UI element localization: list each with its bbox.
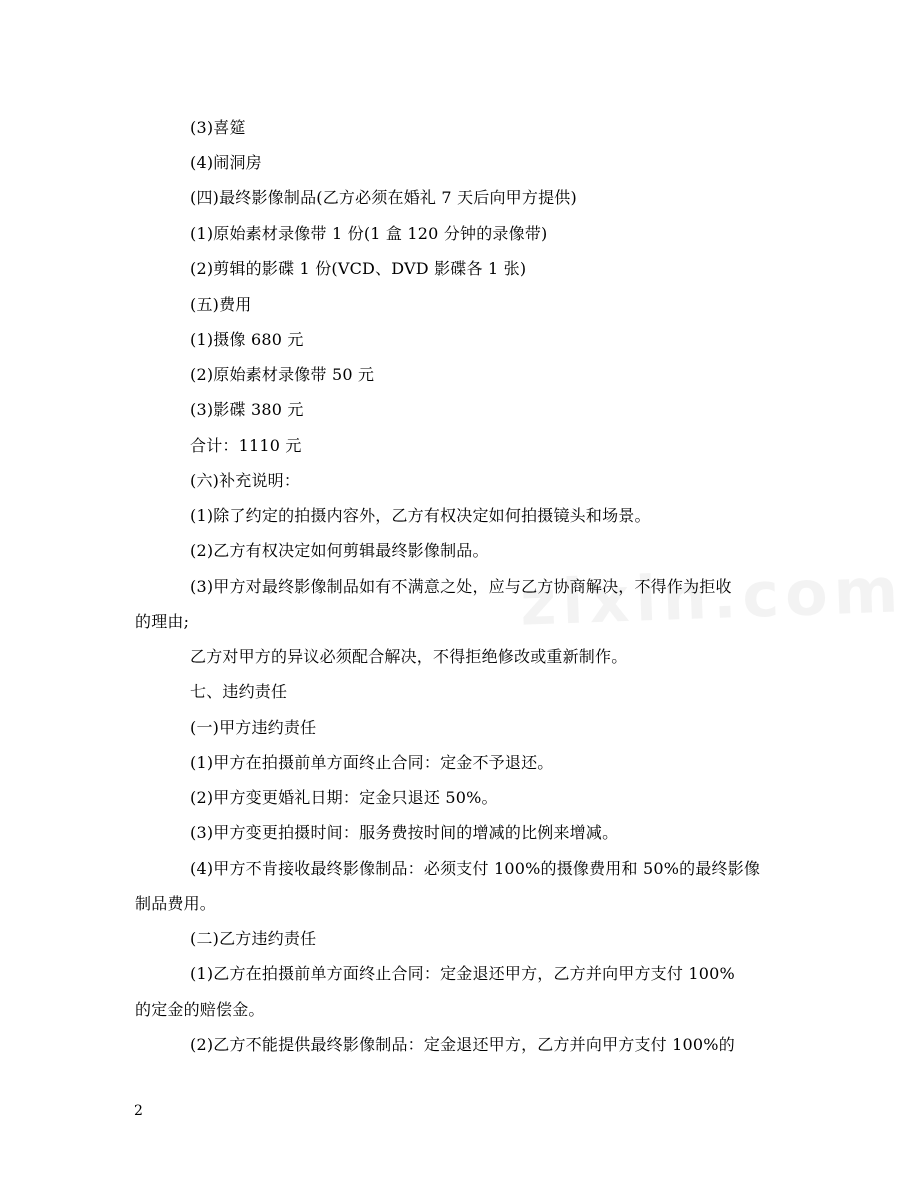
text-line: (1)摄像 680 元 [190,330,304,349]
text-line: 的定金的赔偿金。 [135,1000,265,1019]
text-line: (1)甲方在拍摄前单方面终止合同：定金不予退还。 [190,753,554,772]
text-line: (2)原始素材录像带 50 元 [190,365,375,384]
text-line: 制品费用。 [135,894,217,913]
text-line: (2)剪辑的影碟 1 份(VCD、DVD 影碟各 1 张) [190,259,527,278]
text-line: 的理由; [135,612,190,631]
text-line: 乙方对甲方的异议必须配合解决，不得拒绝修改或重新制作。 [190,647,628,666]
text-line: (4)甲方不肯接收最终影像制品：必须支付 100%的摄像费用和 50%的最终影像 [190,859,761,878]
text-line: (1)乙方在拍摄前单方面终止合同：定金退还甲方，乙方并向甲方支付 100% [190,964,735,983]
text-line: (六)补充说明： [190,471,301,490]
text-line: (1)原始素材录像带 1 份(1 盒 120 分钟的录像带) [190,224,548,243]
text-line: (四)最终影像制品(乙方必须在婚礼 7 天后向甲方提供) [190,188,577,207]
text-line: (3)甲方对最终影像制品如有不满意之处，应与乙方协商解决，不得作为拒收 [190,577,732,596]
text-line: 合计：1110 元 [190,436,302,455]
text-line: (二)乙方违约责任 [190,929,317,948]
text-line: (2)乙方有权决定如何剪辑最终影像制品。 [190,541,489,560]
text-line: (2)乙方不能提供最终影像制品：定金退还甲方，乙方并向甲方支付 100%的 [190,1035,735,1054]
text-line: (3)影碟 380 元 [190,400,304,419]
text-line: (五)费用 [190,295,252,314]
text-line: (一)甲方违约责任 [190,718,317,737]
text-line: (1)除了约定的拍摄内容外，乙方有权决定如何拍摄镜头和场景。 [190,506,651,525]
text-line: (3)喜筵 [190,118,246,137]
page-number: 2 [134,1103,143,1119]
text-line: (2)甲方变更婚礼日期：定金只退还 50%。 [190,788,498,807]
text-line: (3)甲方变更拍摄时间：服务费按时间的增减的比例来增减。 [190,823,619,842]
text-line: (4)闹洞房 [190,153,262,172]
text-line: 七、违约责任 [190,682,288,701]
